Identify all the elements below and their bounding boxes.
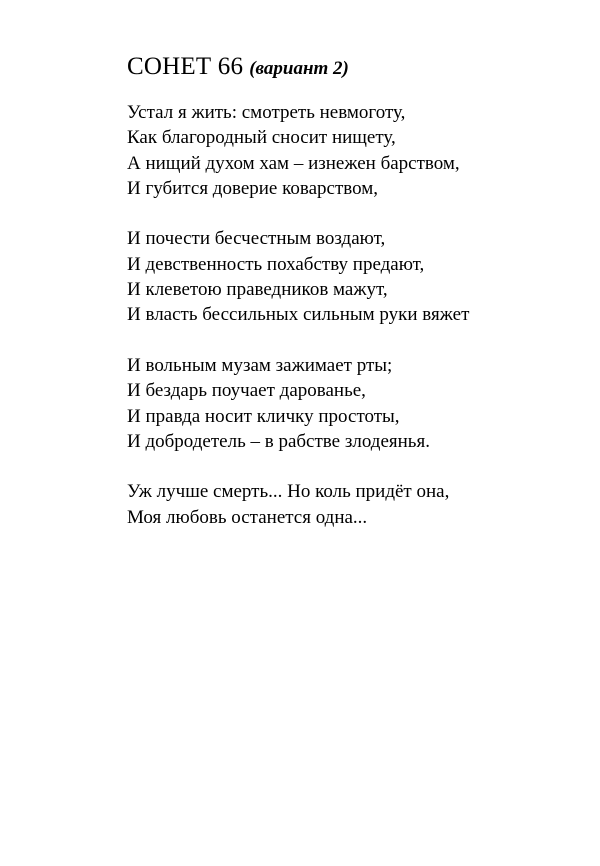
poem-line: Как благородный сносит нищету, [127, 127, 396, 149]
poem-line: И почести бесчестным воздают, [127, 228, 386, 250]
title-variant: (вариант 2) [249, 58, 349, 79]
poem-line: Моя любовь останется одна... [127, 506, 368, 528]
stanza-1 [127, 100, 469, 201]
poem-line: И власть бессильных сильным руки вяжет [127, 304, 470, 326]
poem-line: Уж лучше смерть... Но коль придёт она, [127, 481, 450, 503]
stanza-2 [127, 226, 469, 327]
sonnet-title [127, 52, 349, 85]
poem-line: А нищий духом хам – изнежен барством, [127, 152, 460, 174]
stanza-4 [127, 479, 469, 530]
poem-line: И девственность похабству предают, [127, 253, 425, 275]
stanza-3 [127, 353, 469, 454]
poem-body [127, 100, 469, 555]
poem-line: И добродетель – в рабстве злодеянья. [127, 430, 430, 452]
poem-line: Устал я жить: смотреть невмоготу, [127, 102, 406, 123]
poem-line: И бездарь поучает дарованье, [127, 380, 366, 402]
title-main: СОНЕТ 66 [127, 53, 244, 80]
poem-line: И губится доверие коварством, [127, 177, 379, 199]
poem-line: И вольным музам зажимает рты; [127, 354, 393, 376]
poem-line: И клеветою праведников мажут, [127, 279, 388, 301]
poem-line: И правда носит кличку простоты, [127, 405, 400, 427]
